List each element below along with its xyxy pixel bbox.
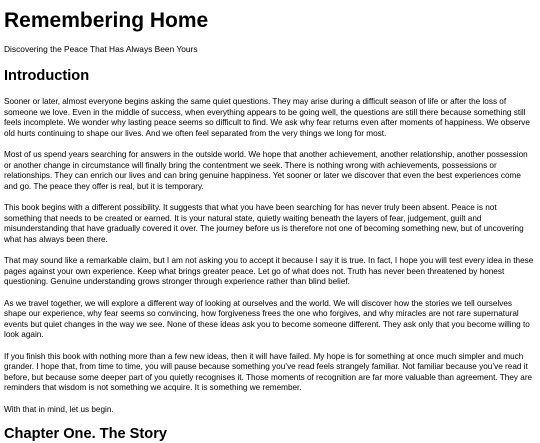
paragraph: As we travel together, we will explore a different way of looking at ourselves and the world. We will discover how the stories we tell ourselves shape our experience, why fear seems so convincing, how forgiveness frees the one who forgives, and why miracles are not rare supernatural events but quiet changes in the way we see. None of these ideas ask you to become someone different. They ask only that you become willing to look again.: [4, 298, 530, 339]
paragraph: Sooner or later, almost everyone begins asking the same quiet questions. They may arise during a difficult season of life or after the loss of someone we love. Even in the middle of success, when everything appears to be going well, the questions are still there because something still feels incomplete. We wonder why lasting peace seems so difficult to find. We ask why fear returns even after moments of happiness. We observe old hurts continuing to shape our lives. And we often feel separated from the very things we long for most.: [4, 97, 530, 138]
paragraph: Most of us spend years searching for answers in the outside world. We hope that another achievement, another relationship, another possession or another change in circumstance will finally bring the contentment we seek. There is nothing wrong with achievements, possessions or relationships. They can enrich our lives and can bring genuine happiness. Yet sooner or later we discover that even the best experiences come and go. The peace they offer is real, but it is temporary.: [4, 150, 528, 191]
paragraph: With that in mind, let us begin.: [4, 404, 114, 414]
paragraph: If you finish this book with nothing more than a few new ideas, then it will have failed. My hope is for something at once much simpler and much grander. I hope that, from time to time, you will pause because something you’ve read feels strangely familiar. Not familiar because you’ve read it before, but because some deeper part of you quietly recognises it. Those moments of recognition are far more valuable than agreement. They are reminders that wisdom is not something we acquire. It is something we remember.: [4, 351, 533, 392]
paragraph: That may sound like a remarkable claim, but I am not asking you to accept it because I say it is true. In fact, I hope you will test every idea in these pages against your own experience. Keep what brings greater peace. Let go of what does not. Truth has never been threatened by honest questioning. Genuine understanding grows stronger through experience rather than blind belief.: [4, 256, 534, 286]
paragraph: This book begins with a different possibility. It suggests that what you have been searching for has never truly been absent. Peace is not something that needs to be created or earned. It is your natural state, quietly waiting beneath the layers of fear, judgement, guilt and misunderstanding that have gradually covered it over. The journey before us is therefore not one of becoming something new, but of uncovering what has always been there.: [4, 203, 524, 244]
section-heading-introduction: Introduction: [4, 68, 90, 84]
book-title: Remembering Home: [4, 9, 209, 32]
book-subtitle: Discovering the Peace That Has Always Been Yours: [4, 44, 198, 54]
chapter-heading: Chapter One. The Story: [4, 426, 167, 442]
